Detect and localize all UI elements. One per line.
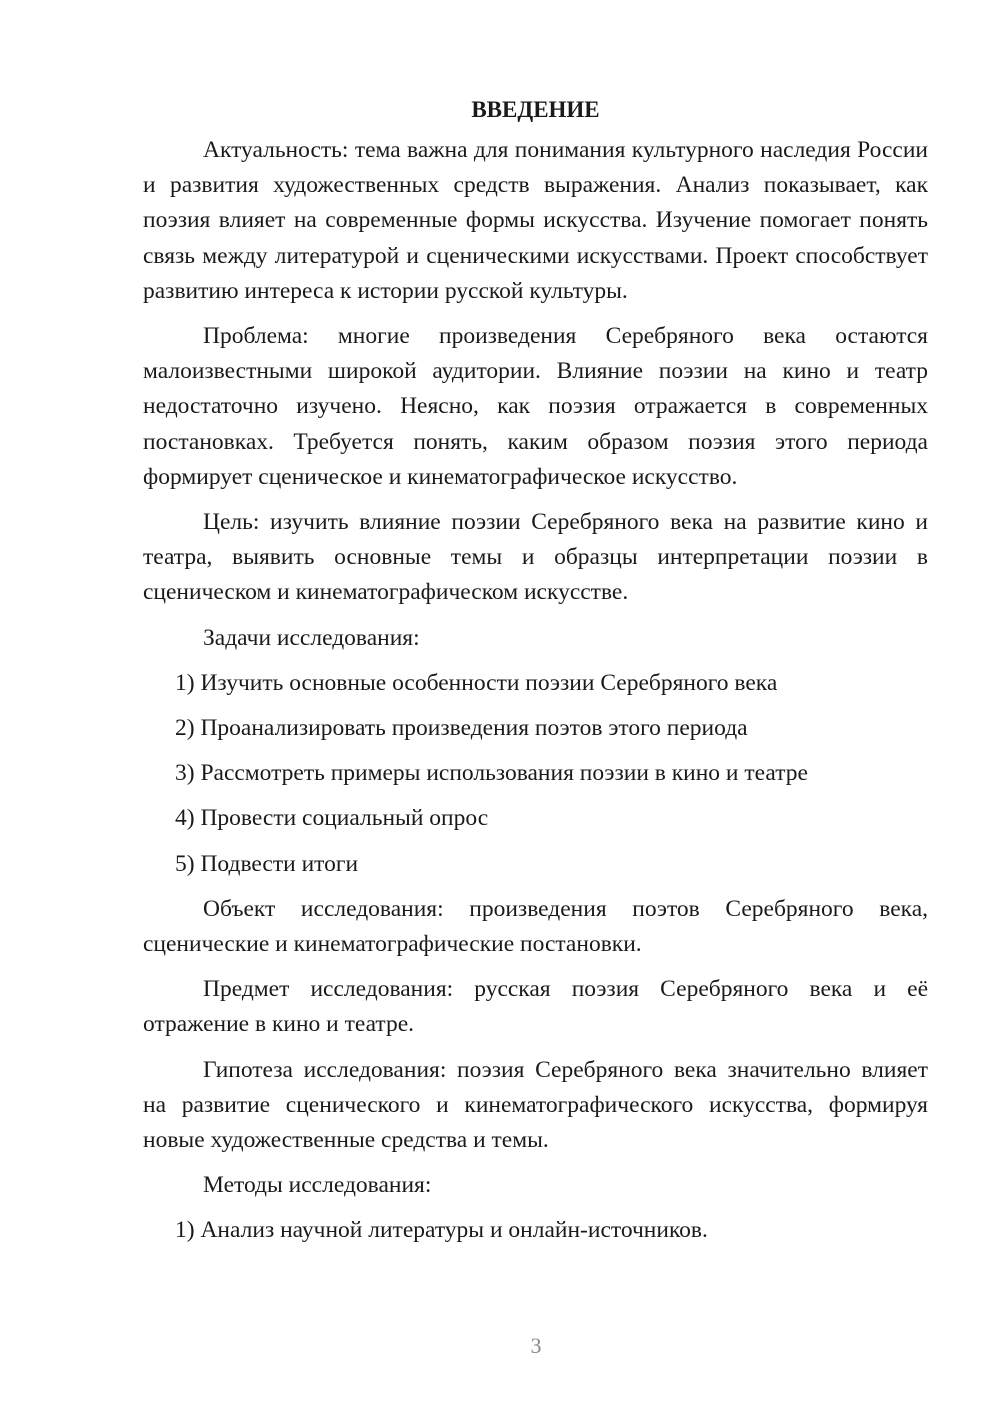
list-item: 3) Рассмотреть примеры использования поэзии в кино и театре xyxy=(175,760,808,787)
list-item: 2) Проанализировать произведения поэтов этого периода xyxy=(175,715,748,742)
relevance-paragraph: Актуальность: тема важна для понимания культурного наследия России и развития художественных средств выражения. Анализ показывает, как поэзия влияет на современные формы искусства. Изучение помогает понять связь между литературой и сценическими искусствами. Проект способствует развитию интереса к истории русской культуры. xyxy=(143,137,928,304)
hypothesis-paragraph: Гипотеза исследования: поэзия Серебряного века значительно влияет на развитие сценического и кинематографического искусства, формируя новые художественные средства и темы. xyxy=(143,1056,928,1154)
methods-list xyxy=(143,1213,928,1248)
list-item: 4) Провести социальный опрос xyxy=(175,805,489,832)
object-paragraph: Объект исследования: произведения поэтов Серебряного века, сценические и кинематографические постановки. xyxy=(143,895,928,958)
section-heading: ВВЕДЕНИЕ xyxy=(471,97,600,122)
list-item: 5) Подвести итоги xyxy=(175,850,359,877)
tasks-list xyxy=(143,666,928,882)
page-number: 3 xyxy=(530,1333,542,1358)
list-item: 1) Изучить основные особенности поэзии Серебряного века xyxy=(175,669,778,696)
document-page xyxy=(143,92,928,1259)
methods-heading: Методы исследования: xyxy=(203,1172,432,1199)
goal-paragraph: Цель: изучить влияние поэзии Серебряного века на развитие кино и театра, выявить основные темы и образцы интерпретации поэзии в сценическом и кинематографическом искусстве. xyxy=(143,509,928,606)
problem-paragraph: Проблема: многие произведения Серебряного века остаются малоизвестными широкой аудитории. Влияние поэзии на кино и театр недостаточно изучено. Неясно, как поэзия отражается в современных постановках. Требуется понять, каким образом поэзия этого периода формирует сценическое и кинематографическое искусство. xyxy=(143,323,928,490)
subject-paragraph: Предмет исследования: русская поэзия Серебряного века и её отражение в кино и театре. xyxy=(143,976,928,1038)
tasks-heading: Задачи исследования: xyxy=(203,624,420,651)
list-item: 1) Анализ научной литературы и онлайн-источников. xyxy=(175,1217,708,1244)
